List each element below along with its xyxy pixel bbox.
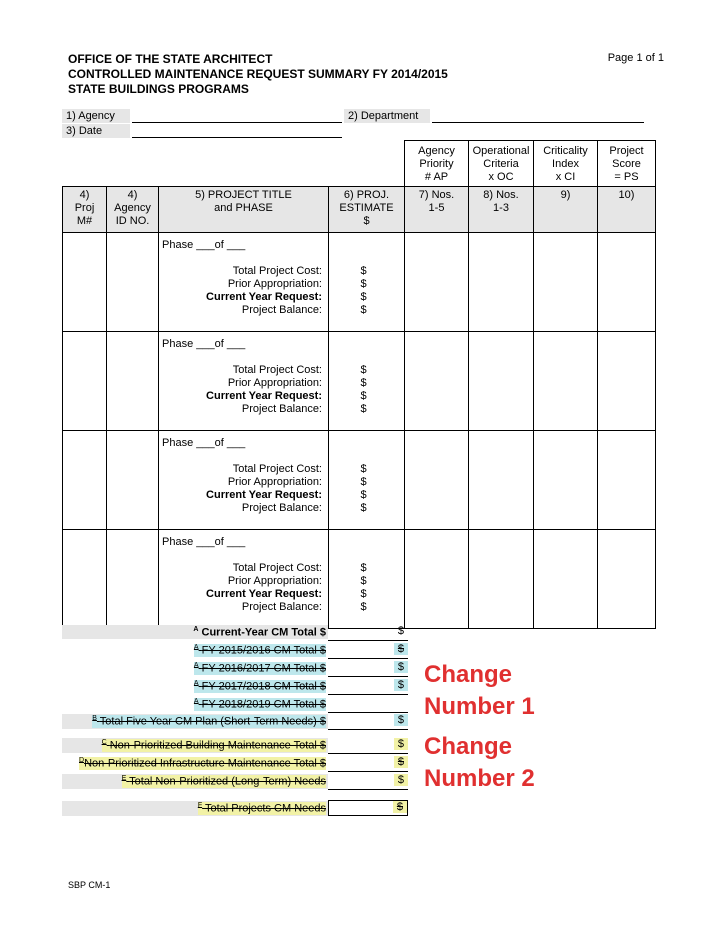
estimate-cell[interactable]: $ $ $ $ xyxy=(329,233,405,332)
column-header-nos-7: 7) Nos. 1-5 xyxy=(405,187,469,233)
estimate-cell[interactable]: $ $ $ $ xyxy=(329,332,405,431)
column-header-nos-8: 8) Nos. 1-3 xyxy=(469,187,534,233)
date-field[interactable] xyxy=(132,125,342,138)
total-box-fy2018[interactable] xyxy=(328,697,408,713)
change-number-2-annotation: Change Number 2 xyxy=(424,733,535,792)
total-row-non-prioritized: $^E$ Total Non-Prioritized (Long-Term) Needs xyxy=(121,775,326,788)
total-box-fy2016[interactable]: $ xyxy=(328,661,408,677)
total-row-building-maintenance: $^C$ Non-Prioritized Building Maintenance Total $ xyxy=(101,739,326,752)
table-row xyxy=(63,233,656,332)
column-header-agency-id: 4) Agency ID NO. xyxy=(107,187,159,233)
column-header-project-score: Project Score = PS xyxy=(598,141,656,187)
department-label: 2) Department xyxy=(344,109,430,123)
header-line-2: CONTROLLED MAINTENANCE REQUEST SUMMARY FY 2014/2015 xyxy=(68,67,448,81)
department-field[interactable] xyxy=(432,110,644,123)
column-header-project-title: 5) PROJECT TITLE and PHASE xyxy=(159,187,329,233)
total-row-fy2018: $^A$ FY 2018/2019 CM Total $ xyxy=(193,698,326,711)
column-header-proj: 4) Proj M# xyxy=(63,187,107,233)
header-line-3: STATE BUILDINGS PROGRAMS xyxy=(68,82,249,96)
total-box-infrastructure-maintenance[interactable]: $ xyxy=(328,756,408,772)
total-box-projects-cm-needs[interactable]: $ xyxy=(328,800,408,816)
phase-cell[interactable]: Phase ___of ___ Total Project Cost: Prior Appropriation: Current Year Request: Project Balance: xyxy=(159,233,329,332)
table-row xyxy=(63,332,656,431)
change-number-1-annotation: Change Number 1 xyxy=(424,661,535,720)
agency-label: 1) Agency xyxy=(62,109,130,123)
estimate-cell[interactable]: $ $ $ $ xyxy=(329,530,405,629)
total-row-five-year: $^B$ Total Five Year CM Plan (Short-Term Needs) $ xyxy=(92,715,326,728)
estimate-cell[interactable]: $ $ $ $ xyxy=(329,431,405,530)
total-box-fy2015[interactable]: $ xyxy=(328,643,408,659)
table-row xyxy=(63,530,656,629)
table-row xyxy=(63,431,656,530)
column-header-operational-criteria: Operational Criteria x OC xyxy=(469,141,534,187)
total-row-infrastructure-maintenance: $^D$Non-Prioritized Infrastructure Maintenance Total $ xyxy=(79,757,326,770)
total-box-non-prioritized[interactable]: $ xyxy=(328,774,408,790)
total-row-fy2016: $^A$ FY 2016/2017 CM Total $ xyxy=(193,662,326,675)
phase-cell[interactable]: Phase ___of ___ Total Project Cost: Prior Appropriation: Current Year Request: Project Balance: xyxy=(159,431,329,530)
form-code: SBP CM-1 xyxy=(68,880,111,890)
column-header-agency-priority: Agency Priority # AP xyxy=(405,141,469,187)
agency-field[interactable] xyxy=(132,110,342,123)
page-number: Page 1 of 1 xyxy=(607,52,664,64)
total-box-five-year[interactable]: $ xyxy=(328,714,408,730)
total-box-fy2017[interactable]: $ xyxy=(328,679,408,695)
project-table xyxy=(62,140,656,629)
column-header-criticality-index: Criticality Index x CI xyxy=(534,141,598,187)
header-line-1: OFFICE OF THE STATE ARCHITECT xyxy=(68,52,273,66)
column-header-9: 9) xyxy=(534,187,598,233)
phase-cell[interactable]: Phase ___of ___ Total Project Cost: Prior Appropriation: Current Year Request: Project Balance: xyxy=(159,332,329,431)
total-row-current-year: $^A$ Current-Year CM Total $ xyxy=(193,626,326,639)
column-header-estimate: 6) PROJ. ESTIMATE $ xyxy=(329,187,405,233)
date-label: 3) Date xyxy=(62,124,130,138)
phase-cell[interactable]: Phase ___of ___ Total Project Cost: Prior Appropriation: Current Year Request: Project Balance: xyxy=(159,530,329,629)
total-row-fy2015: $^A$ FY 2015/2016 CM Total $ xyxy=(193,644,326,657)
total-row-fy2017: $^A$ FY 2017/2018 CM Total $ xyxy=(193,680,326,693)
total-row-projects-cm-needs: $^F$ Total Projects CM Needs xyxy=(197,802,326,815)
total-box-building-maintenance[interactable]: $ xyxy=(328,738,408,754)
column-header-10: 10) xyxy=(598,187,656,233)
total-box-current-year[interactable]: $ xyxy=(328,625,408,641)
